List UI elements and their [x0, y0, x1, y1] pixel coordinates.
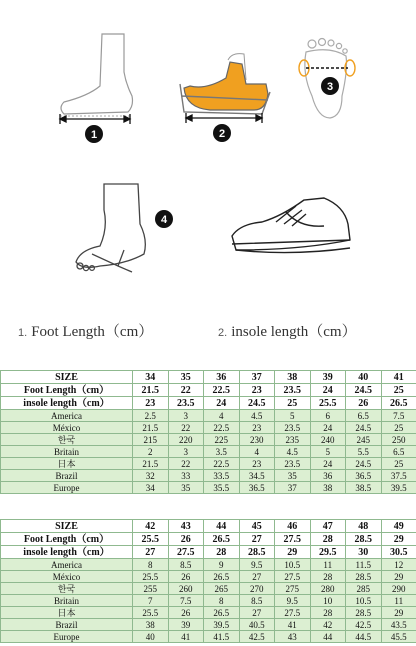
table-cell: 35 — [168, 371, 204, 384]
ankle-foot-view-icon — [76, 184, 145, 272]
table-cell: 255 — [133, 583, 169, 595]
table-row — [1, 446, 416, 458]
caption-2-text: insole length（cm） — [231, 324, 357, 340]
marker-3-label: 3 — [326, 81, 334, 93]
table-cell: 8.5 — [239, 595, 275, 607]
table-cell: 39.5 — [204, 619, 240, 631]
table-cell: 3 — [168, 410, 204, 422]
table-cell: 27.5 — [275, 533, 311, 546]
table-cell: 34.5 — [239, 470, 275, 482]
table-cell: 23.5 — [275, 458, 311, 470]
table-cell: 28.5 — [239, 546, 275, 559]
table-cell: 290 — [381, 583, 416, 595]
foot-side-view-icon — [60, 34, 133, 116]
table-cell: 49 — [381, 520, 416, 533]
table-cell: 36 — [310, 470, 346, 482]
table-cell: 42 — [310, 619, 346, 631]
table-cell: 30 — [346, 546, 382, 559]
table-cell: 28 — [310, 533, 346, 546]
table-cell: 28.5 — [346, 571, 382, 583]
table-cell: 42.5 — [346, 619, 382, 631]
table-cell: 34 — [133, 482, 169, 494]
caption-2-number: 2. — [218, 327, 228, 339]
row-label: Europe — [1, 482, 133, 494]
table-cell: 25 — [381, 384, 416, 397]
table-cell: 23 — [239, 422, 275, 434]
table-cell: 27 — [133, 546, 169, 559]
table-row — [1, 559, 416, 571]
row-label: 日本 — [1, 458, 133, 470]
size-table-1 — [0, 370, 416, 494]
table-cell: 36 — [204, 371, 240, 384]
table-cell: 7.5 — [381, 410, 416, 422]
table-cell: 4 — [204, 410, 240, 422]
table-cell: 26.5 — [204, 533, 240, 546]
row-label: SIZE — [1, 371, 133, 384]
table-cell: 44 — [310, 631, 346, 643]
table-cell: 48 — [346, 520, 382, 533]
table-cell: 21.5 — [133, 458, 169, 470]
table-cell: 6.5 — [346, 410, 382, 422]
table-cell: 29 — [381, 607, 416, 619]
table-cell: 29.5 — [310, 546, 346, 559]
table-row — [1, 410, 416, 422]
table-cell: 10.5 — [346, 595, 382, 607]
table-cell: 26 — [168, 607, 204, 619]
row-label: SIZE — [1, 520, 133, 533]
table-cell: 250 — [381, 434, 416, 446]
table-cell: 27.5 — [275, 607, 311, 619]
table-cell: 33 — [168, 470, 204, 482]
table-cell: 27 — [239, 533, 275, 546]
table-cell: 28 — [310, 607, 346, 619]
table-row — [1, 470, 416, 482]
table-cell: 24 — [310, 384, 346, 397]
table-cell: 24.5 — [346, 422, 382, 434]
table-cell: 35 — [168, 482, 204, 494]
table-cell: 26 — [168, 533, 204, 546]
table-cell: 7 — [133, 595, 169, 607]
table-cell: 8.5 — [168, 559, 204, 571]
row-label: Britain — [1, 446, 133, 458]
table-cell: 24 — [310, 422, 346, 434]
table-cell: 4.5 — [239, 410, 275, 422]
table-cell: 25.5 — [133, 607, 169, 619]
table-cell: 11 — [310, 559, 346, 571]
caption-1-text: Foot Length（cm） — [31, 324, 154, 340]
marker-2 — [213, 124, 231, 142]
table-row — [1, 533, 416, 546]
table-row — [1, 546, 416, 559]
table-cell: 36.5 — [346, 470, 382, 482]
sneaker-icon — [232, 198, 350, 253]
table-cell: 42 — [133, 520, 169, 533]
table-cell: 9.5 — [275, 595, 311, 607]
table-cell: 38 — [310, 482, 346, 494]
table-cell: 43.5 — [381, 619, 416, 631]
caption-foot-length — [18, 320, 153, 341]
table-cell: 43 — [275, 631, 311, 643]
table-row — [1, 371, 416, 384]
table-cell: 36.5 — [239, 482, 275, 494]
table-cell: 35 — [275, 470, 311, 482]
table-cell: 10 — [310, 595, 346, 607]
table-cell: 32 — [133, 470, 169, 482]
marker-1-label: 1 — [90, 129, 98, 141]
table-cell: 29 — [381, 533, 416, 546]
table-cell: 24.5 — [346, 384, 382, 397]
row-label: México — [1, 571, 133, 583]
table-cell: 21.5 — [133, 384, 169, 397]
table-cell: 29 — [275, 546, 311, 559]
table-cell: 265 — [204, 583, 240, 595]
table-cell: 11 — [381, 595, 416, 607]
table-cell: 33.5 — [204, 470, 240, 482]
table-cell: 7.5 — [168, 595, 204, 607]
table-cell: 25 — [275, 397, 311, 410]
foot-width-marks-icon — [299, 60, 355, 76]
row-label: 한국 — [1, 434, 133, 446]
table-cell: 22.5 — [204, 458, 240, 470]
table-cell: 22 — [168, 422, 204, 434]
table-row — [1, 595, 416, 607]
table-row — [1, 520, 416, 533]
table-cell: 26.5 — [204, 571, 240, 583]
marker-2-label: 2 — [218, 128, 226, 140]
table-cell: 41.5 — [204, 631, 240, 643]
table-cell: 25.5 — [133, 571, 169, 583]
table-cell: 270 — [239, 583, 275, 595]
table-row — [1, 571, 416, 583]
table-cell: 29 — [381, 571, 416, 583]
table-row — [1, 434, 416, 446]
table-cell: 28 — [204, 546, 240, 559]
table-cell: 28.5 — [346, 533, 382, 546]
table-cell: 26 — [346, 397, 382, 410]
table-cell: 38 — [133, 619, 169, 631]
size-table-2 — [0, 519, 416, 643]
table-cell: 23 — [239, 384, 275, 397]
table-cell: 45 — [239, 520, 275, 533]
row-label: Britain — [1, 595, 133, 607]
table-cell: 5 — [310, 446, 346, 458]
table-cell: 4.5 — [275, 446, 311, 458]
table-cell: 22 — [168, 458, 204, 470]
table-cell: 3.5 — [204, 446, 240, 458]
caption-1-number: 1. — [18, 327, 28, 339]
table-cell: 23.5 — [275, 422, 311, 434]
table-cell: 9.5 — [239, 559, 275, 571]
table-cell: 11.5 — [346, 559, 382, 571]
table-cell: 45.5 — [381, 631, 416, 643]
table-cell: 41 — [275, 619, 311, 631]
row-label: Europe — [1, 631, 133, 643]
table-cell: 42.5 — [239, 631, 275, 643]
table-cell: 24 — [310, 458, 346, 470]
table-row — [1, 619, 416, 631]
table-cell: 39.5 — [381, 482, 416, 494]
table-cell: 26.5 — [204, 607, 240, 619]
table-cell: 28 — [310, 571, 346, 583]
table-cell: 6.5 — [381, 446, 416, 458]
table-cell: 27.5 — [168, 546, 204, 559]
table-cell: 23.5 — [275, 384, 311, 397]
table-cell: 39 — [310, 371, 346, 384]
table-row — [1, 397, 416, 410]
row-label: Brazil — [1, 619, 133, 631]
table-cell: 22.5 — [204, 384, 240, 397]
table-cell: 30.5 — [381, 546, 416, 559]
table-cell: 5 — [275, 410, 311, 422]
table-cell: 39 — [168, 619, 204, 631]
table-cell: 225 — [204, 434, 240, 446]
table-cell: 5.5 — [346, 446, 382, 458]
table-row — [1, 384, 416, 397]
table-cell: 23.5 — [168, 397, 204, 410]
table-cell: 37.5 — [381, 470, 416, 482]
table-cell: 285 — [346, 583, 382, 595]
table-cell: 46 — [275, 520, 311, 533]
table-row — [1, 458, 416, 470]
table-cell: 235 — [275, 434, 311, 446]
table-cell: 40 — [133, 631, 169, 643]
table-cell: 23 — [239, 458, 275, 470]
table-cell: 44.5 — [346, 631, 382, 643]
table-cell: 12 — [381, 559, 416, 571]
table-cell: 25 — [381, 458, 416, 470]
table-cell: 38.5 — [346, 482, 382, 494]
table-cell: 37 — [275, 482, 311, 494]
table-cell: 25 — [381, 422, 416, 434]
table-cell: 22.5 — [204, 422, 240, 434]
table-cell: 24.5 — [239, 397, 275, 410]
table-cell: 44 — [204, 520, 240, 533]
row-label: Foot Length（cm） — [1, 384, 133, 397]
table-cell: 24 — [204, 397, 240, 410]
table-cell: 26 — [168, 571, 204, 583]
table-cell: 3 — [168, 446, 204, 458]
table-cell: 25.5 — [133, 533, 169, 546]
table-cell: 4 — [239, 446, 275, 458]
table-cell: 40 — [346, 371, 382, 384]
table-cell: 27 — [239, 607, 275, 619]
row-label: Brazil — [1, 470, 133, 482]
table-row — [1, 607, 416, 619]
table-cell: 38 — [275, 371, 311, 384]
table-cell: 28.5 — [346, 607, 382, 619]
table-cell: 23 — [133, 397, 169, 410]
table-cell: 37 — [239, 371, 275, 384]
table-cell: 21.5 — [133, 422, 169, 434]
table-cell: 2 — [133, 446, 169, 458]
row-label: Foot Length（cm） — [1, 533, 133, 546]
row-label: America — [1, 559, 133, 571]
insole-length-arrow-icon — [186, 113, 262, 123]
marker-4-label: 4 — [160, 214, 168, 226]
table-cell: 47 — [310, 520, 346, 533]
marker-1 — [85, 125, 103, 143]
table-cell: 245 — [346, 434, 382, 446]
table-cell: 275 — [275, 583, 311, 595]
row-label: 한국 — [1, 583, 133, 595]
table-cell: 41 — [168, 631, 204, 643]
row-label: 日本 — [1, 607, 133, 619]
table-cell: 230 — [239, 434, 275, 446]
table-cell: 240 — [310, 434, 346, 446]
table-cell: 27.5 — [275, 571, 311, 583]
table-cell: 40.5 — [239, 619, 275, 631]
row-label: America — [1, 410, 133, 422]
row-label: insole length（cm） — [1, 397, 133, 410]
table-cell: 280 — [310, 583, 346, 595]
shoe-insole-view-icon — [180, 54, 270, 114]
table-cell: 24.5 — [346, 458, 382, 470]
table-cell: 25.5 — [310, 397, 346, 410]
caption-insole-length — [218, 320, 357, 341]
table-cell: 260 — [168, 583, 204, 595]
table-cell: 35.5 — [204, 482, 240, 494]
row-label: insole length（cm） — [1, 546, 133, 559]
table-cell: 26.5 — [381, 397, 416, 410]
table-cell: 9 — [204, 559, 240, 571]
marker-3 — [321, 77, 339, 95]
table-cell: 27 — [239, 571, 275, 583]
table-cell: 41 — [381, 371, 416, 384]
table-cell: 2.5 — [133, 410, 169, 422]
table-cell: 34 — [133, 371, 169, 384]
table-row — [1, 631, 416, 643]
table-row — [1, 583, 416, 595]
table-cell: 8 — [204, 595, 240, 607]
table-cell: 220 — [168, 434, 204, 446]
foot-length-arrow-icon — [60, 114, 130, 124]
table-cell: 8 — [133, 559, 169, 571]
marker-4 — [155, 210, 173, 228]
table-row — [1, 422, 416, 434]
table-cell: 10.5 — [275, 559, 311, 571]
row-label: México — [1, 422, 133, 434]
table-cell: 22 — [168, 384, 204, 397]
table-cell: 215 — [133, 434, 169, 446]
table-cell: 43 — [168, 520, 204, 533]
table-cell: 6 — [310, 410, 346, 422]
table-row — [1, 482, 416, 494]
